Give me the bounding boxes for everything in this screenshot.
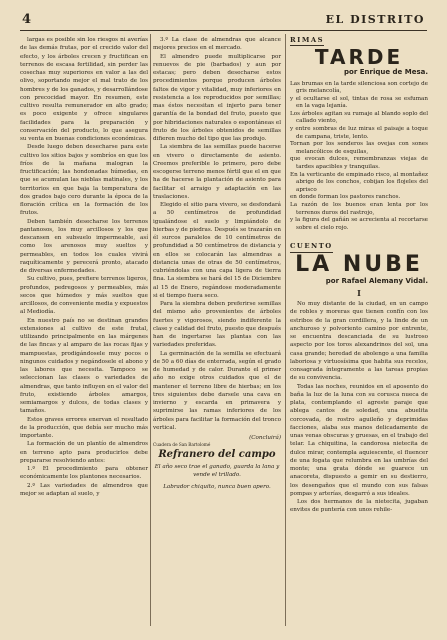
masthead: EL DISTRITO <box>325 13 425 26</box>
column-divider <box>150 34 151 626</box>
refranero-title: Refranero del campo <box>158 449 276 461</box>
header-rule <box>20 30 427 31</box>
paragraph: No muy distante de la ciudad, en un campo de robles y moreras que tienen confín con los estribos de la gran cordillera, y la linde de un anchuroso y polvoriento camino por entrente, se encuentra descanciada de su lustroso aspecto por los toros alexandrinos del sol, una casa grande; heredad de abolengo a una familia laboriosa y virtuosísima que habita sus recelos, consagrada íntegramente a las tareas propias de su convivencia. <box>290 301 428 382</box>
paragraph: Elegido el sitio para vivero, se desfondará a 50 centímetros de profundidad igualándose el suelo y limpiándolo de hierbas y de piedras. Después se trazarán en él surcos paralelos de 10 centímetros de profundidad a 50 centímetros de distancia y en ellos se colocarán las almendras a distancia unas de otras de 50 centímetros, cubriéndolas con una capa ligera de tierra fina. La siembra se hará del 15 de Diciembre al 15 de Enero, regándose moderadamente si el tiempo fuera seco. <box>153 202 281 299</box>
poem-author: por Enrique de Mesa. <box>344 68 428 77</box>
verse: Los árboles agitan su rumaje al blando soplo del callado viento, <box>290 110 428 125</box>
column-1-article <box>20 36 148 498</box>
photo-credit: Cuadera de San Bartolomé <box>153 442 211 448</box>
paragraph: Deben también desecharse los terrenos pantanosos, los muy arcillosos y los que descansen en subsuelo impermeable, así como los arenosos muy sueltos y permeables, en todos los cuales vivirá raquíticamente y perecerá pronto, atacado de diversas enfermedades. <box>20 218 148 274</box>
paragraph: largas es posible sin los riesgos ni averías de las demás frutas, por el crecido valor del efecto, y los árboles crecen y fructifican en terrenos de escasa fertilidad, sin perder las cosechas muy superiores en valor a las del olivo, soportando mejor el mal trato de los hombres y de los ganados, y desarrollándose con precocidad mayor. En resumen, este cultivo resulta remunerador en alto grado; es poco exigente y ofrece singulares facilidades para la preparación y conservación del producto, lo que asegura su venta en buenas condiciones económicas. <box>20 37 148 142</box>
verse: Las brumas en la tarde silenciosa son cortejo de gris melancolía, <box>290 80 428 95</box>
article-signature: (Concluirá) <box>249 435 281 441</box>
column-3-literary <box>290 36 428 515</box>
section-label-cuento: CUENTO <box>290 242 333 252</box>
section-label-rimas: RIMAS <box>290 36 324 46</box>
list-item: 2.º Las variedades de almendros que mejor se adaptan al suelo, y <box>20 482 148 497</box>
page-number: 4 <box>22 12 32 27</box>
column-2-article <box>153 36 281 491</box>
paragraph: Para la siembra deben preferirse semillas del mismo año provenientes de árboles fuertes y vigorosos, siendo indiferente la clase y calidad del fruto, puesto que después han de ingertarse las plantas con las variedades preferidas. <box>153 301 281 349</box>
verse: que evocan dulces, remembranzas viejas de tardes apacibles y tranquilas. <box>290 156 428 171</box>
paragraph: Los dos hermanos de la nietecita, jugaban envites de puntería con unos rehile- <box>290 499 428 514</box>
paragraph: Desde luego deben desecharse para este cultivo los sitios bajos y sombríos en que los fríos de la mañana malogran la fructificación; las hondonadas húmedas, en que se acumulan las nieblas matinales, y los territorios en que baja la temperatura de dos grados bajo cero durante la época de la floración crítica en la formación de los frutos. <box>20 144 148 217</box>
paragraph: Todas las noches, reunidos en el aposento do baña la luz de la luna con su corusca nueca de plata, contemplando el agreste paraje que ablega cantos de soledad, una abuelita corcovada, de rostro aguileño y deprimidas facciones, alaba sus manos delicadamente de unas venas obscuras y gruesas, en el trabajo del telar. La chiquitina, la candorosa nietecita de dulce mirar, contempla aquiescente, el fluencer de una fogata que relumbra en las umbrías del monte; una grata dónde se guarece un anacoreta, dispuesto a gemir en su destierro, los desengaños que el mundo con sus falsas pompas y arterías, desgarró a sus ideales. <box>290 383 428 497</box>
verse: y entre sombras de luz miras el paisaje a toque de campana, triste, lento. <box>290 126 428 140</box>
paragraph: En nuestro país no se destinan grandes extensiones al cultivo de este frutal, utilizando principalmente en las márgenes de las fincas y al amparo de las rocas fijas y mampuestas, prodigándosele muy pocos o ningunos cuidados y negándosele el abono y las labores que necesita. Tampoco se seleccionan las clases o variedades de almendras, que tanto influyen en el valor del fruto, existiendo árboles amargos, semiamargos y dulces, de todas clases y tamaños. <box>20 317 148 415</box>
paragraph: Estos graves errores enervan el resultado de la producción, que debía ser mucho más importante. <box>20 416 148 439</box>
column-divider <box>285 34 286 626</box>
story-author: por Rafael Alemany Vidal. <box>325 276 428 285</box>
chapter-numeral: I <box>357 287 361 298</box>
paragraph: La formación de un plantío de almendros en terreno apto para producirlos debe prepararse resolviendo antes: <box>20 441 148 464</box>
verse: Tornan por los senderos las ovejas con sones melancólicos de esquilas, <box>290 141 428 155</box>
verse: en donde forman los pastores ranchos. <box>290 194 401 201</box>
list-item: 1.º El procedimiento para obtener económicamente los plantones necesarios. <box>20 466 148 481</box>
proverb: El año seco trae el ganado, guarda la lana y vende el trillado. <box>154 463 280 478</box>
proverb: Labrador chiquito, nunca buen apero. <box>163 484 271 490</box>
list-item: 3.º La clase de almendras que alcance mejores precios en el mercado. <box>153 37 281 52</box>
paragraph: La siembra de las semillas puede hacerse en vivero o directamente de asiento. Creemos preferible lo primero, pero debe escogerse terreno menos fértil que el en que ha de hacerse la plantación de asiento para facilitar el arraigo y adaptación en las traslaciones. <box>153 144 281 200</box>
paragraph: El almendro puede multiplicarse por renuevos de pie (barbados) y aun por estacas; pero deben desecharse estos procedimientos porque producen árboles faltos de vigor y vitalidad, muy inferiores en resistencia a los reproducidos por semillas; mas éstos necesitan el injerto para tener garantía de la bondad del fruto, puesto que por hibridaciones naturales o espontáneas el fruto de los árboles obtenidos de semillas difieren mucho del tipo que las produjo. <box>153 53 281 142</box>
paragraph: Su cultivo, pues, prefiere terrenos ligeros, profundos, pedregosos y permeables, más secos que húmedos y más sueltos que arcillosos, de conveniente media y expuestos al Mediodía. <box>20 276 148 316</box>
paragraph: La germinación de la semilla se efectuará de 50 a 60 días de enterrada, según el grado de humedad y de calor. Durante el primer año no exige otros cuidados que el de mantener el terreno libre de hierbas; en los tres siguientes debe darsele una cava en invierno y escarda en primavera y suprimirse las ramas inferiores de los árboles para facilitar la formación del tronco vertical. <box>153 350 281 431</box>
poem-title: TARDE <box>314 45 404 70</box>
verse: La razón de los buenos eran lenta por los terrenos duros del rastrojo, <box>290 202 428 216</box>
story-title: LA NUBE <box>295 251 423 277</box>
verse: y el ocultarse el sol, tintas de rosa se esfuman en la vaga lejanía. <box>290 95 428 110</box>
verse: En la verticante de empinado risco, al montañez abrigo de los conchos, cobijan los flojeles del aprisco <box>290 171 428 193</box>
verse: y la figura del gañán se acrecienta al recortarse sobre el cielo rojo. <box>290 217 428 231</box>
